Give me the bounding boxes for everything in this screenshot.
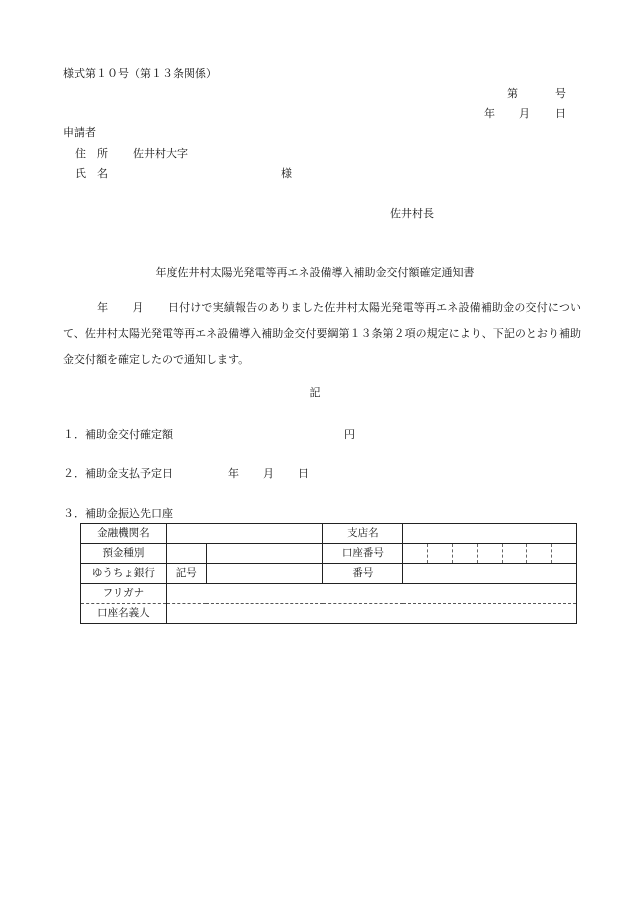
table-row: [81, 604, 577, 624]
table-row: [81, 544, 577, 564]
institution-label: 金融機関名: [81, 524, 167, 544]
number-label: 番号: [323, 564, 403, 584]
furigana-field[interactable]: [166, 584, 576, 604]
item-2-label: ２．補助金支払予定日: [63, 467, 173, 480]
date-day: 日: [555, 107, 566, 120]
deposit-type-field-2[interactable]: [206, 544, 323, 564]
name-label: 氏 名: [75, 167, 108, 180]
body-month: 月: [132, 301, 144, 314]
item-2-month: 月: [263, 467, 274, 480]
issuer: 佐井村長: [390, 207, 434, 220]
date-month: 月: [519, 107, 530, 120]
applicant-label: 申請者: [63, 126, 96, 139]
holder-label: 口座名義人: [81, 604, 167, 624]
item-2-year: 年: [228, 467, 239, 480]
furigana-label: フリガナ: [81, 584, 167, 604]
deposit-type-field-1[interactable]: [166, 544, 206, 564]
item-3-label: ３．補助金振込先口座: [63, 507, 173, 520]
account-number-label: 口座番号: [323, 544, 403, 564]
table-row: [81, 584, 577, 604]
body-text: 日付けで実績報告のありました佐井村太陽光発電等再エネ設備補助金の交付について、佐井村太陽光発電等再エネ設備導入補助金交付要綱第１３条第２項の規定により、下記のとおり補助金交付額を確定したので通知します。: [63, 301, 582, 366]
yucho-label: ゆうちょ銀行: [81, 564, 167, 584]
item-1-label: １．補助金交付確定額: [63, 428, 173, 441]
branch-label: 支店名: [323, 524, 403, 544]
table-row: [81, 524, 577, 544]
institution-field[interactable]: [166, 524, 323, 544]
ki-heading: 記: [309, 386, 321, 399]
form-number: 様式第１０号（第１３条関係）: [63, 67, 217, 80]
date-year: 年: [484, 107, 495, 120]
branch-field[interactable]: [403, 524, 577, 544]
body-year: 年: [97, 301, 109, 314]
bank-account-table: [80, 523, 577, 624]
holder-field[interactable]: [166, 604, 576, 624]
item-2-day: 日: [298, 467, 309, 480]
honorific: 様: [281, 167, 292, 180]
table-row: [81, 564, 577, 584]
address-label: 住 所: [75, 147, 108, 160]
symbol-label: 記号: [166, 564, 206, 584]
address-value: 佐井村大字: [133, 147, 188, 160]
symbol-field[interactable]: [206, 564, 323, 584]
doc-number-suffix: 号: [555, 87, 566, 100]
item-1-unit: 円: [344, 428, 355, 441]
number-field[interactable]: [403, 564, 577, 584]
body-paragraph: [63, 295, 581, 373]
document-title: 年度佐井村太陽光発電等再エネ設備導入補助金交付額確定通知書: [155, 266, 475, 279]
deposit-type-label: 預金種別: [81, 544, 167, 564]
doc-number-prefix: 第: [507, 87, 518, 100]
account-number-field[interactable]: [403, 544, 577, 564]
